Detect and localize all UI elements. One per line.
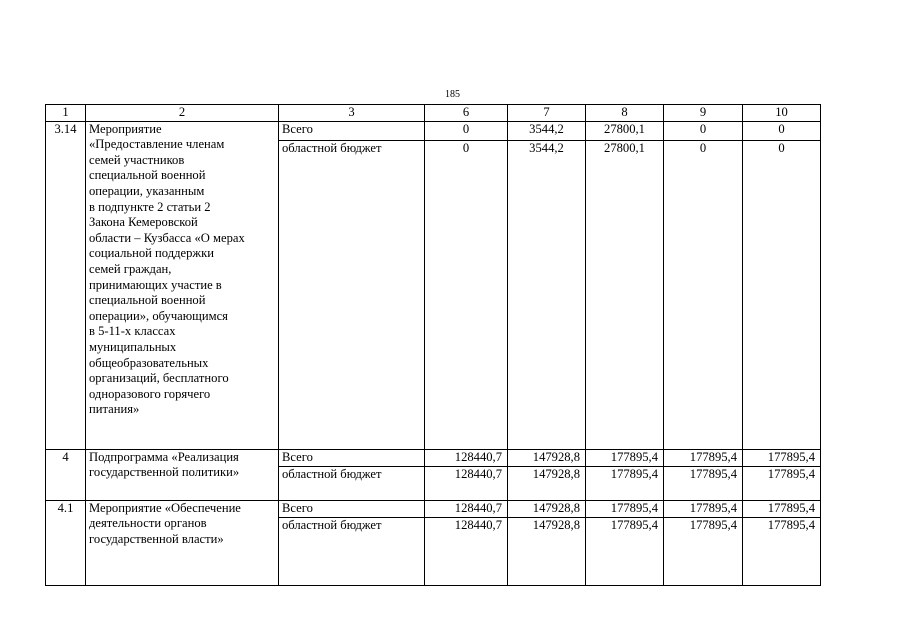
- header-cell: 10: [743, 105, 821, 122]
- value-cell: 177895,4: [743, 500, 821, 517]
- row-number: 3.14: [46, 121, 86, 449]
- value-cell: 128440,7: [425, 449, 508, 466]
- value-cell: 177895,4: [664, 500, 743, 517]
- funding-source: Всего: [279, 500, 425, 517]
- value-cell: 177895,4: [586, 500, 664, 517]
- value-cell: 147928,8: [508, 466, 586, 500]
- value-cell: 177895,4: [664, 449, 743, 466]
- row-number: 4.1: [46, 500, 86, 585]
- value-cell: 3544,2: [508, 121, 586, 140]
- row-number: 4: [46, 449, 86, 500]
- header-cell: 6: [425, 105, 508, 122]
- value-cell: 27800,1: [586, 140, 664, 449]
- value-cell: 0: [743, 140, 821, 449]
- row-description: Мероприятие «Обеспечение деятельности органов государственной власти»: [86, 500, 279, 585]
- value-cell: 128440,7: [425, 517, 508, 585]
- funding-source: областной бюджет: [279, 140, 425, 449]
- header-cell: 2: [86, 105, 279, 122]
- value-cell: 147928,8: [508, 500, 586, 517]
- funding-source: областной бюджет: [279, 466, 425, 500]
- funding-source: областной бюджет: [279, 517, 425, 585]
- value-cell: 3544,2: [508, 140, 586, 449]
- value-cell: 0: [664, 121, 743, 140]
- value-cell: 0: [425, 121, 508, 140]
- header-cell: 8: [586, 105, 664, 122]
- value-cell: 177895,4: [743, 449, 821, 466]
- value-cell: 177895,4: [586, 449, 664, 466]
- header-cell: 9: [664, 105, 743, 122]
- funding-source: Всего: [279, 121, 425, 140]
- value-cell: 177895,4: [664, 466, 743, 500]
- header-row: [46, 105, 821, 122]
- value-cell: 0: [664, 140, 743, 449]
- table-row: [46, 121, 821, 140]
- value-cell: 177895,4: [743, 517, 821, 585]
- value-cell: 177895,4: [664, 517, 743, 585]
- table-row: [46, 500, 821, 517]
- value-cell: 128440,7: [425, 466, 508, 500]
- budget-table: [45, 104, 821, 586]
- table-row: [46, 449, 821, 466]
- row-description: Подпрограмма «Реализация государственной политики»: [86, 449, 279, 500]
- header-cell: 1: [46, 105, 86, 122]
- header-cell: 7: [508, 105, 586, 122]
- value-cell: 27800,1: [586, 121, 664, 140]
- value-cell: 0: [743, 121, 821, 140]
- header-cell: 3: [279, 105, 425, 122]
- value-cell: 177895,4: [586, 517, 664, 585]
- value-cell: 128440,7: [425, 500, 508, 517]
- value-cell: 147928,8: [508, 449, 586, 466]
- value-cell: 0: [425, 140, 508, 449]
- row-description: Мероприятие «Предоставление членам семей участников специальной военной операции, указанным в подпункте 2 статьи 2 Закона Кемеровской области – Кузбасса «О мерах социальной поддержки семей граждан, принимающих участие в специальной военной операции», обучающимся в 5-11-х классах муниципальных общеобразовательных организаций, бесплатного одноразового горячего питания»: [86, 121, 279, 449]
- funding-source: Всего: [279, 449, 425, 466]
- value-cell: 177895,4: [743, 466, 821, 500]
- value-cell: 147928,8: [508, 517, 586, 585]
- value-cell: 177895,4: [586, 466, 664, 500]
- page-number: 185: [445, 89, 460, 100]
